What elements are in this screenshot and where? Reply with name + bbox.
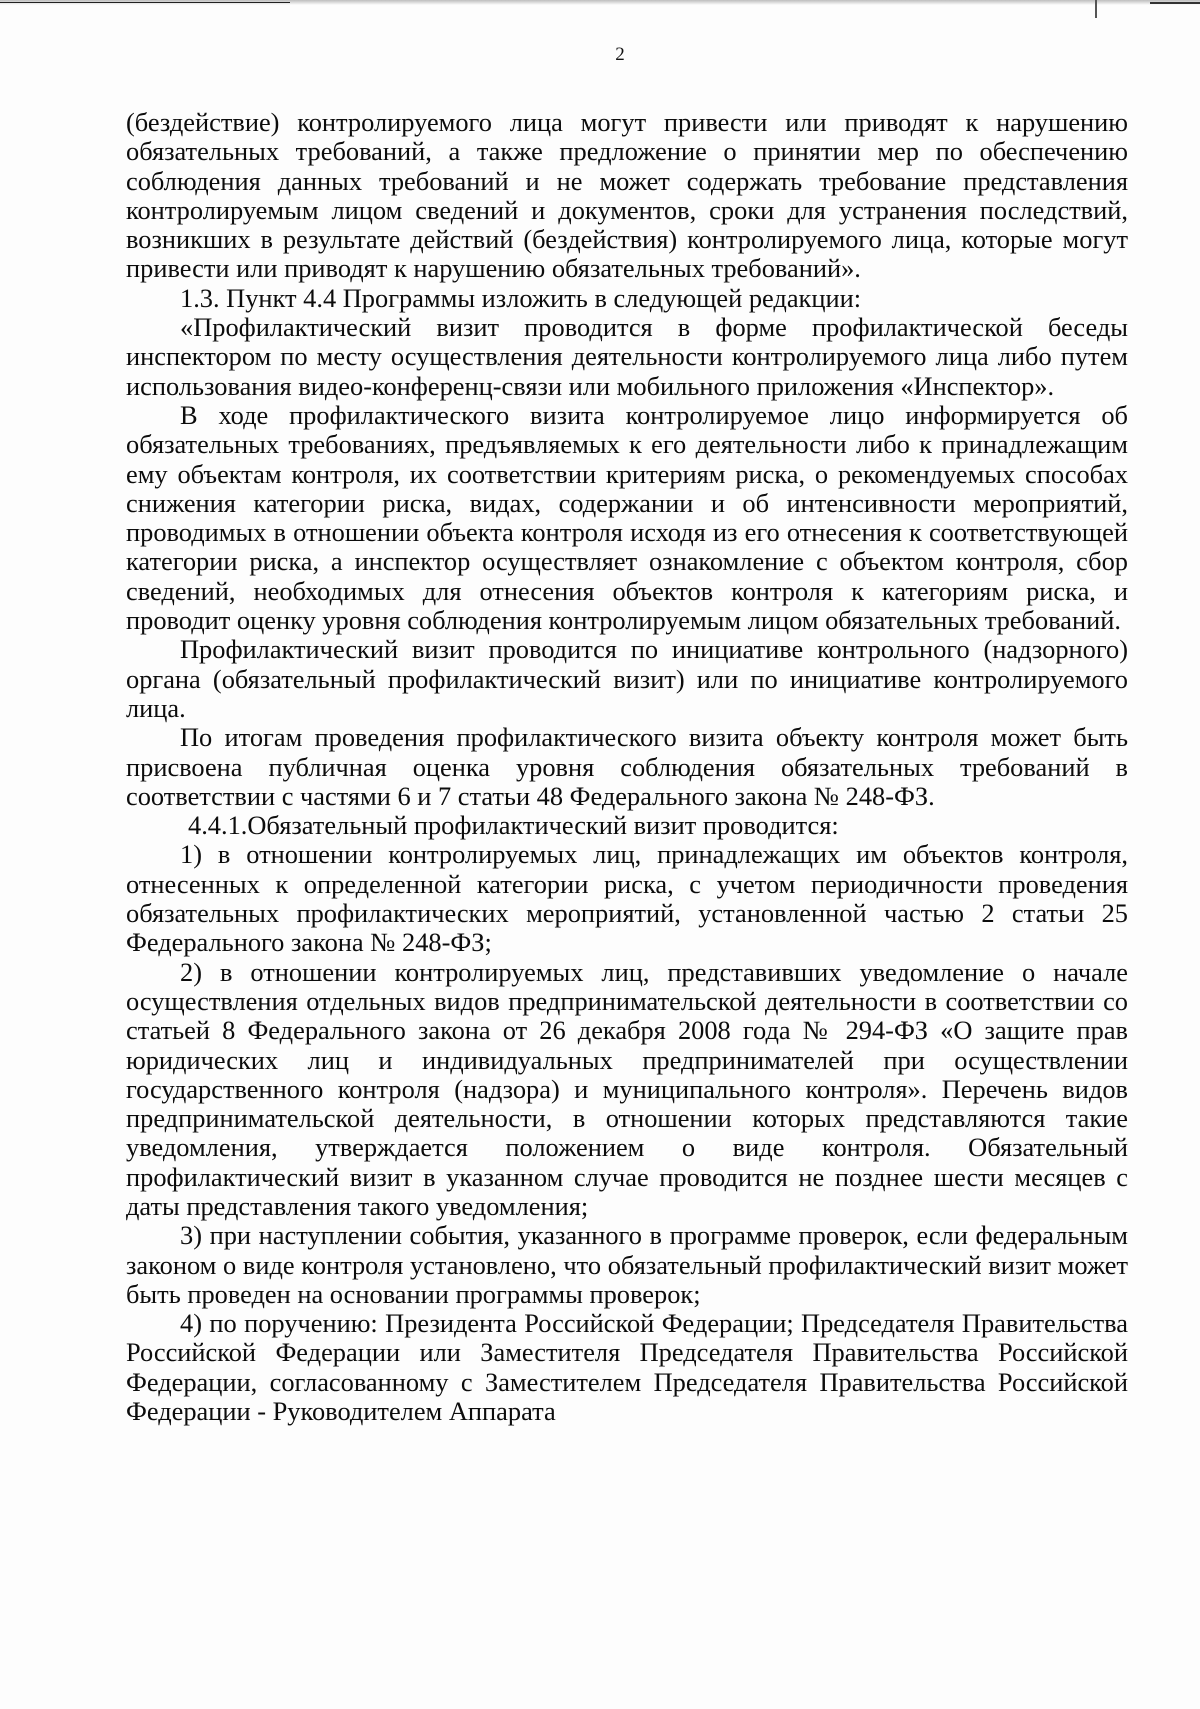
paragraph: В ходе профилактического визита контролируемое лицо информируется об обязательных требованиях, предъявляемых к его деятельности либо к принадлежащим ему объектам контроля, их соответствии критериям риска, о рекомендуемых способах снижения категории риска, видах, содержании и об интенсивности мероприятий, проводимых в отношении объекта контроля исходя из его отнесения к соответствующей категории риска, а инспектор осуществляет ознакомление с объектом контроля, сбор сведений, необходимых для отнесения объектов контроля к категориям риска, и проводит оценку уровня соблюдения контролируемым лицом обязательных требований. [126, 399, 1128, 636]
paragraph: 2) в отношении контролируемых лиц, представивших уведомление о начале осуществления отдельных видов предпринимательской деятельности в соответствии со статьей 8 Федерального закона от 26 декабря 2008 года № 294-ФЗ «О защите прав юридических лиц и индивидуальных предпринимателей при осуществлении государственного контроля (надзора) и муниципального контроля». Перечень видов предпринимательской деятельности, в отношении которых представляются такие уведомления, утверждается положением о виде контроля. Обязательный профилактический визит в указанном случае проводится не позднее шести месяцев с даты представления такого уведомления; [126, 956, 1128, 1221]
scan-mark [1095, 0, 1097, 18]
paragraph: 1.3. Пункт 4.4 Программы изложить в следующей редакции: [180, 282, 862, 313]
paragraph: (бездействие) контролируемого лица могут привести или приводят к нарушению обязательных требований, а также предложение о принятии мер по обеспечению соблюдения данных требований и не может содержать требование представления контролируемым лицом сведений и документов, сроки для устранения последствий, возникших в результате действий (бездействия) контролируемого лица, которые могут привести или приводят к нарушению обязательных требований». [126, 107, 1128, 284]
paragraph: Профилактический визит проводится по инициативе контрольного (надзорного) органа (обязательный профилактический визит) или по инициативе контролируемого лица. [126, 634, 1128, 723]
paragraph: 4) по поручению: Президента Российской Федерации; Председателя Правительства Российской Федерации или Заместителя Председателя Правительства Российской Федерации, согласованному с Заместителем Председателя Правительства Российской Федерации - Руководителем Аппарата [126, 1308, 1128, 1427]
scan-line [0, 2, 290, 3]
paragraph: 4.4.1.Обязательный профилактический визит проводится: [188, 810, 839, 841]
scan-line [1150, 2, 1200, 4]
paragraph: 3) при наступлении события, указанного в программе проверок, если федеральным законом о виде контроля установлено, что обязательный профилактический визит может быть проведен на основании программы проверок; [126, 1220, 1128, 1309]
document-body [126, 108, 1128, 1426]
paragraph: По итогам проведения профилактического визита объекту контроля может быть присвоена публичная оценка уровня соблюдения обязательных требований в соответствии с частями 6 и 7 статьи 48 Федерального закона № 248-ФЗ. [126, 722, 1128, 811]
paragraph: 1) в отношении контролируемых лиц, принадлежащих им объектов контроля, отнесенных к определенной категории риска, с учетом периодичности проведения обязательных профилактических мероприятий, установленной частью 2 статьи 25 Федерального закона № 248-ФЗ; [126, 839, 1128, 958]
page-number: 2 [615, 44, 625, 65]
paragraph: «Профилактический визит проводится в форме профилактической беседы инспектором по месту осуществления деятельности контролируемого лица либо путем использования видео-конференц-связи или мобильного приложения «Инспектор». [126, 312, 1128, 401]
